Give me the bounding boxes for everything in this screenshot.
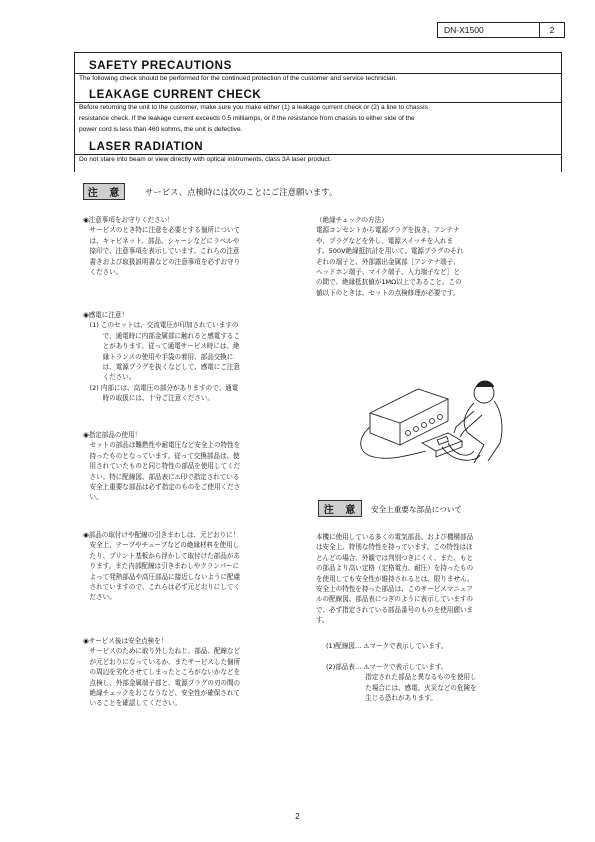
model-number: DN-X1500 (438, 23, 540, 37)
leakage-current-text-1: Before returning the unit to the customer, make sure you make either (1) a leakage current check or (2) a line to chassis (79, 104, 428, 111)
important-parts-item-1: (1)配線図… ⚠マークで表示しています。 (326, 642, 448, 650)
laser-radiation-title: LASER RADIATION (89, 141, 204, 153)
safety-precautions-box (74, 52, 562, 172)
safety-precautions-text: The following check should be performed for the continued protection of the customer and service technician. (79, 75, 398, 82)
caution-badge-important-parts: 注 意 (318, 500, 362, 517)
caution-badge: 注 意 (83, 183, 125, 200)
important-parts-body: 本機に使用している多くの電気部品、および機構部品 は安全上、特別な特性を持っています。この特性はほ とんどの場合、外観では判別つきにくく、また、もと の部品より高い定格（定格電力、耐圧）を持ったもの を使用しても安全性が維持されるとは、限りません。 安全上の特性を持った部品は、このサービスマニュア ルの配線図、部品表につぎのように表示していますの で、必ず指定されている部品番号のものを使用願いま す。 (316, 533, 474, 625)
footer-page-number: 2 (295, 812, 300, 821)
leakage-current-title: LEAKAGE CURRENT CHECK (89, 89, 262, 101)
section-electric-shock: ◉感電に注意！ (1) このセットは、交流電圧が印加されていますの で、通電時に内部金属部に触れると感電するこ とがあります。従って通電サービス時には、絶 縁トランスの使用や手袋の着用、部品交換に は、電源プラグを抜くなどして、感電にご注意 ください。 (2) 内部には、高電圧の部分がありますので、通電 時の取扱には、十分ご注意ください。 (83, 311, 240, 403)
caution-heading: サービス、点検時には次のことにご注意願います。 (145, 187, 338, 197)
section-specified-parts: ◉指定部品の使用！ セットの部品は難燃性や耐電圧など安全上の特性を 持ったものとなっています。従って交換部品は、使 用されていたものと同じ特性の部品を使用してくだ さい。特に配線図、部品表に⚠印で指定されている 安全上重要な部品は必ず指定のものをご使用くださ い。 (83, 431, 241, 502)
safety-precautions-title: SAFETY PRECAUTIONS (89, 60, 232, 72)
leakage-current-text-2: resistance check. If the leakage current exceeds 0.5 milliamps, or if the resistance from chassis to either side of the (79, 115, 415, 122)
laser-radiation-text: Do not stare into beam or view directly with optical instruments, class 3A laser product. (79, 156, 332, 163)
page-header-box (437, 22, 565, 38)
section-observe-precautions: ◉注意事項をお守りください！ サービスのとき特に注意を必要とする個所について は、キャビネット、部品、シャーシなどにラベルや 捺印で、注意事項を表示しています。これらの注意 書きおよび取扱説明書などの注意事項を必ずお守り ください。 (83, 216, 241, 277)
important-parts-item-2: (2)部品表… ⚠マークで表示しています。 指定された部品と異なるものを使用し た場合には、感電、火災などの危険を 生じる恐れがあります。 (326, 663, 477, 703)
technician-testing-illustration (356, 371, 506, 469)
header-page-number: 2 (549, 25, 555, 35)
leakage-current-text-3: power cord is less than 460 kohms, the unit is defective. (79, 126, 243, 133)
insulation-check-method: （絶縁チェックの方法） 電源コンセントから電源プラグを抜き、アンテナ や、プラグなどを外し、電源スイッチを入れま す。500V絶縁抵抗計を用いて、電源プラグのそれ ぞれの端子と、外部露出金属部［アンテナ端子、 ヘッドホン端子、マイク端子、入力端子など］と の間で、絶縁抵抗値が1MΩ以上であること。この 値以下のときは、セットの点検修理が必要です。 (316, 216, 464, 297)
important-parts-heading: 安全上重要な部品について (371, 505, 462, 514)
section-safety-check: ◉サービス後は安全点検を！ サービスのために取り外したねじ、部品、配線など が元どおりになっているか、またサービスした個所 の周辺を劣化させてしまったところがないかなどを 点検し、外部金属端子部と、電源プラグの刃の間の 絶縁チェックをおこなうなど、安全性が確保されて いることを確認してください。 (83, 637, 241, 708)
section-reassembly: ◉部品の取付けや配線の引きまわしは、元どおりに！ 安全上、テープやチューブなどの絶縁材料を使用し たり、プリント基板から浮かして取付けた部品があ ります。また内部配線は引きまわしやクランパーに よって発熱部品や高圧部品に接近しないように配慮 されていますので、これらは必ず元どおりにしてく ださい。 (83, 531, 241, 602)
